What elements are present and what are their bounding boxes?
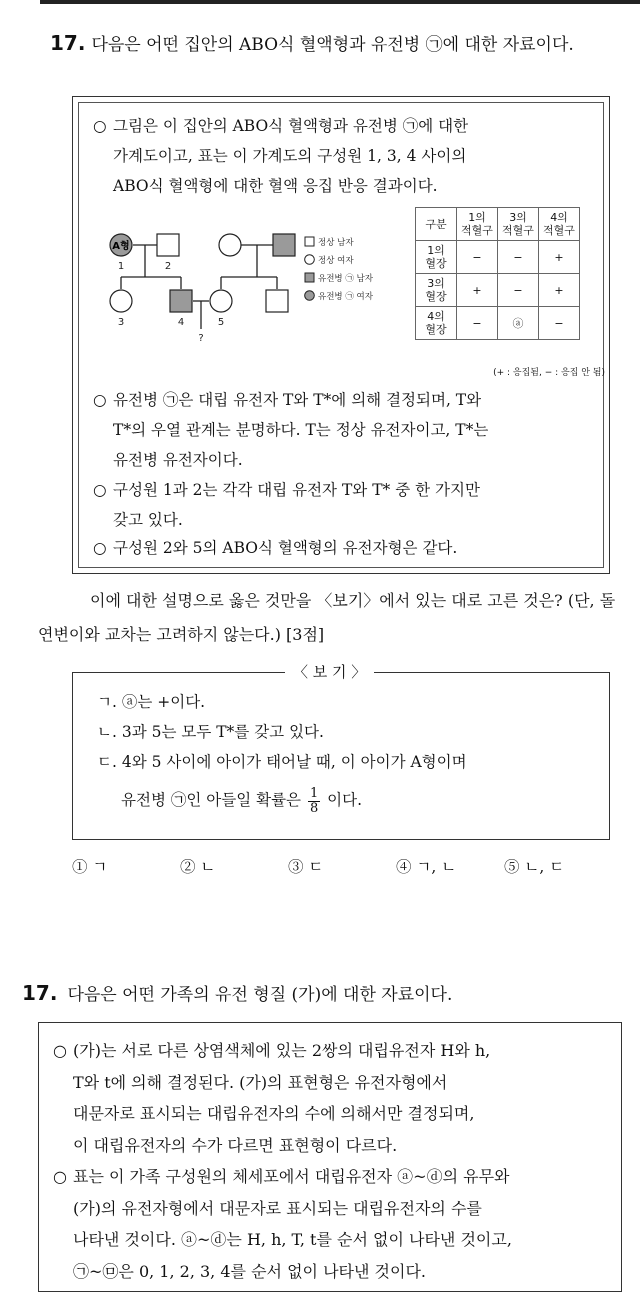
question-stem: 다음은 어떤 집안의 ABO식 혈액형과 유전병 ㉠에 대한 자료이다.: [91, 35, 574, 55]
choice-5[interactable]: ⑤ ㄴ, ㄷ: [504, 858, 565, 876]
table-note: (+ : 응집됨, − : 응집 안 됨): [493, 368, 605, 378]
bogi-title: 〈 보 기 〉: [285, 661, 374, 683]
choice-3[interactable]: ③ ㄷ: [288, 858, 324, 876]
legend-affected-female: 유전병 ㉠ 여자: [318, 292, 373, 302]
row-header: 1의 혈장: [416, 241, 457, 274]
pedigree-chart: [101, 223, 421, 368]
agglutination-table: [415, 207, 580, 340]
legend-affected-male-icon: [305, 273, 314, 282]
member-5-label: 5: [217, 317, 225, 328]
col-header: 1의 적혈구: [457, 208, 498, 241]
question-stem: 다음은 어떤 가족의 유전 형질 (가)에 대한 자료이다.: [67, 985, 453, 1005]
table-cell: +: [457, 274, 498, 307]
table-cell: +: [539, 274, 580, 307]
table-cell: −: [457, 307, 498, 340]
legend-normal-male-icon: [305, 237, 314, 246]
q2-paragraph-2: ○ 표는 이 가족 구성원의 체세포에서 대립유전자 ⓐ~ⓓ의 유무와 (가)의 유전자형에서 대문자로 표시되는 대립유전자의 수를 나타낸 것이다. ⓐ~ⓓ는 H, h, T, t를 순서 없이 나타낸 것이고, ㉠~㉤은 0, 1, 2, 3, 4를 순서 없이 나타낸 것이다.: [53, 1167, 512, 1281]
member-4-affected-male: [170, 290, 192, 312]
member-1-blood-type-label: A형: [112, 241, 130, 252]
member-1-label: 1: [117, 261, 125, 272]
info-paragraph-3: ○ 구성원 1과 2는 각각 대립 유전자 T와 T* 중 한 가지만 갖고 있다.: [93, 481, 480, 529]
question-1-title: [50, 26, 610, 62]
member-4-label: 4: [177, 317, 185, 328]
col-header: 4의 적혈구: [539, 208, 580, 241]
legend-affected-male: 유전병 ㉠ 남자: [318, 274, 373, 284]
bogi-item-a: ㄱ. ⓐ는 +이다.: [97, 693, 206, 711]
question-prompt: 이에 대한 설명으로 옳은 것만을 〈보기〉에서 있는 대로 고른 것은? (단, 돌연변이와 교차는 고려하지 않는다.) [3점]: [38, 591, 616, 644]
member-3-normal-female: [110, 290, 132, 312]
member-5-normal-female: [210, 290, 232, 312]
info-paragraph-4: ○ 구성원 2와 5의 ABO식 혈액형의 유전자형은 같다.: [93, 539, 458, 557]
col-header: 3의 적혈구: [498, 208, 539, 241]
member-3-label: 3: [117, 317, 125, 328]
data-box-inner: [78, 102, 604, 568]
unknown-child-mark: ?: [198, 333, 204, 344]
affected-male: [273, 234, 295, 256]
normal-male: [266, 290, 288, 312]
bogi-item-c-cont: 유전병 ㉠인 아들일 확률은 $\frac{1}{8}$ 이다.: [121, 785, 363, 816]
table-cell: −: [457, 241, 498, 274]
row-header: 3의 혈장: [416, 274, 457, 307]
legend-normal-male: 정상 남자: [318, 238, 354, 248]
bogi-item-c: ㄷ. 4와 5 사이에 아이가 태어날 때, 이 아이가 A형이며: [97, 753, 467, 771]
legend-normal-female: 정상 여자: [318, 256, 354, 266]
info-paragraph-2: ○ 유전병 ㉠은 대립 유전자 T와 T*에 의해 결정되며, T와 T*의 우열 관계는 분명하다. T는 정상 유전자이고, T*는 유전병 유전자이다.: [93, 391, 489, 469]
data-box-2: [38, 1022, 622, 1292]
bogi-item-b: ㄴ. 3과 5는 모두 T*를 갖고 있다.: [97, 723, 324, 741]
table-cell: +: [539, 241, 580, 274]
table-cell: −: [498, 241, 539, 274]
choice-1[interactable]: ① ㄱ: [72, 858, 108, 876]
choice-2[interactable]: ② ㄴ: [180, 858, 216, 876]
question-number: 17.: [50, 31, 86, 55]
table-cell: −: [539, 307, 580, 340]
data-box: [72, 96, 610, 574]
legend-affected-female-icon: [305, 291, 315, 301]
probability-fraction: $\frac{1}{8}$: [309, 785, 319, 816]
legend-normal-female-icon: [305, 255, 315, 265]
table-corner: 구분: [416, 208, 457, 241]
row-header: 4의 혈장: [416, 307, 457, 340]
question-number: 17.: [22, 981, 58, 1005]
member-2-normal-male: [157, 234, 179, 256]
q2-paragraph-1: ○ (가)는 서로 다른 상염색체에 있는 2쌍의 대립유전자 H와 h, T와 t에 의해 결정된다. (가)의 표현형은 유전자형에서 대문자로 표시되는 대립유전자의 수에 의해서만 결정되며, 이 대립유전자의 수가 다르면 표현형이 다르다.: [53, 1041, 491, 1155]
info-paragraph-1: ○ 그림은 이 집안의 ABO식 혈액형과 유전병 ㉠에 대한 가계도이고, 표는 이 가계도의 구성원 1, 3, 4 사이의 ABO식 혈액형에 대한 혈액 응집 반응 결과이다.: [93, 117, 469, 195]
bogi-box: [72, 663, 610, 840]
choice-4[interactable]: ④ ㄱ, ㄴ: [396, 858, 457, 876]
member-2-label: 2: [164, 261, 172, 272]
top-rule: [40, 0, 640, 4]
table-cell: ⓐ: [498, 307, 539, 340]
table-cell: −: [498, 274, 539, 307]
normal-female: [219, 234, 241, 256]
question-2-title: [22, 976, 622, 1012]
